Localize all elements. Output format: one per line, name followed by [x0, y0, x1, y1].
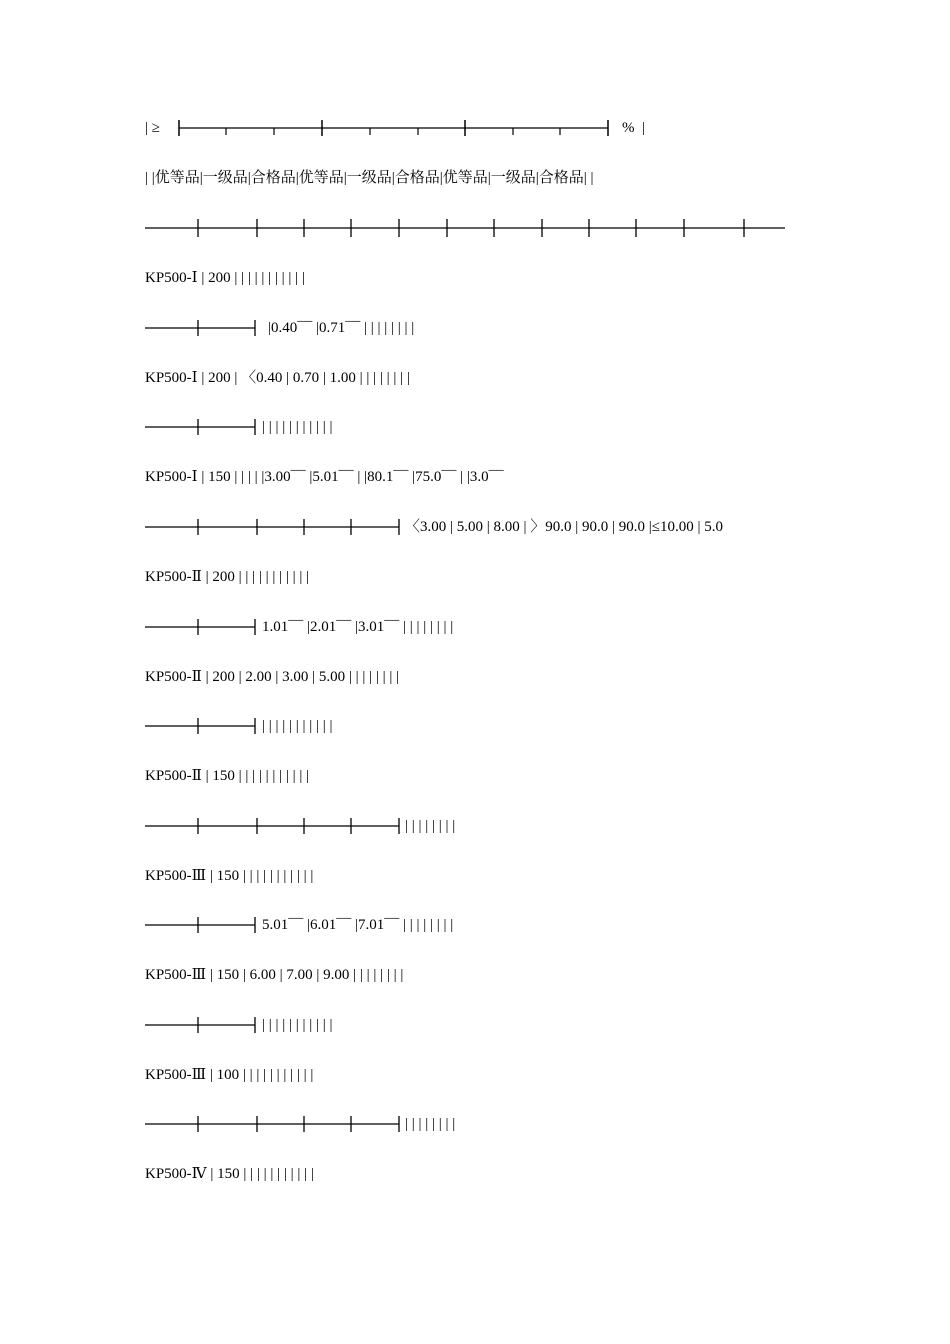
table-row: 〈3.00 | 5.00 | 8.00 | 〉90.0 | 90.0 | 90.0 |≤10.00 | 5.0	[405, 519, 724, 535]
row-rule	[145, 412, 257, 442]
table-row: | | | | | | | | | | |	[262, 718, 333, 734]
table-row: |0.40¯¯ |0.71¯¯ | | | | | | | |	[268, 320, 415, 336]
row-rule	[145, 910, 257, 940]
grade-header: | |优等品|一级品|合格品|优等品|一级品|合格品|优等品|一级品|合格品| |	[145, 170, 594, 186]
header-rule-right: % |	[622, 120, 645, 136]
table-row: KP500-Ⅱ | 200 | | | | | | | | | | |	[145, 569, 310, 585]
row-rule	[145, 612, 257, 642]
header-rule-left: | ≥	[145, 120, 160, 136]
table-row: KP500-Ⅱ | 150 | | | | | | | | | | |	[145, 768, 310, 784]
row-rule	[145, 1109, 401, 1139]
table-row: | | | | | | | | | | |	[262, 1017, 333, 1033]
table-row: 5.01¯¯ |6.01¯¯ |7.01¯¯ | | | | | | | |	[262, 917, 454, 933]
header-rule-graphic	[178, 113, 610, 143]
table-row: KP500-Ⅳ | 150 | | | | | | | | | | |	[145, 1166, 314, 1182]
table-row: KP500-Ⅰ | 150 | | | | |3.00¯¯ |5.01¯¯ | |80.1¯¯ |75.0¯¯ | |3.0¯¯	[145, 469, 504, 485]
table-row: | | | | | | | |	[405, 818, 456, 834]
row-rule	[145, 711, 257, 741]
table-row: 1.01¯¯ |2.01¯¯ |3.01¯¯ | | | | | | | |	[262, 619, 454, 635]
separator-rule	[145, 213, 787, 243]
table-row: | | | | | | | | | | |	[262, 419, 333, 435]
table-row: KP500-Ⅲ | 150 | 6.00 | 7.00 | 9.00 | | | | | | | |	[145, 967, 404, 983]
table-row: | | | | | | | |	[405, 1116, 456, 1132]
table-row: KP500-Ⅰ | 200 | | | | | | | | | | |	[145, 270, 305, 286]
row-rule	[145, 1010, 257, 1040]
table-row: KP500-Ⅲ | 100 | | | | | | | | | | |	[145, 1067, 314, 1083]
row-rule	[145, 512, 401, 542]
row-rule	[145, 313, 257, 343]
table-row: KP500-Ⅱ | 200 | 2.00 | 3.00 | 5.00 | | | | | | | |	[145, 669, 400, 685]
row-rule	[145, 811, 401, 841]
table-row: KP500-Ⅲ | 150 | | | | | | | | | | |	[145, 868, 314, 884]
table-row: KP500-Ⅰ | 200 | 〈0.40 | 0.70 | 1.00 | | | | | | | |	[145, 370, 410, 386]
